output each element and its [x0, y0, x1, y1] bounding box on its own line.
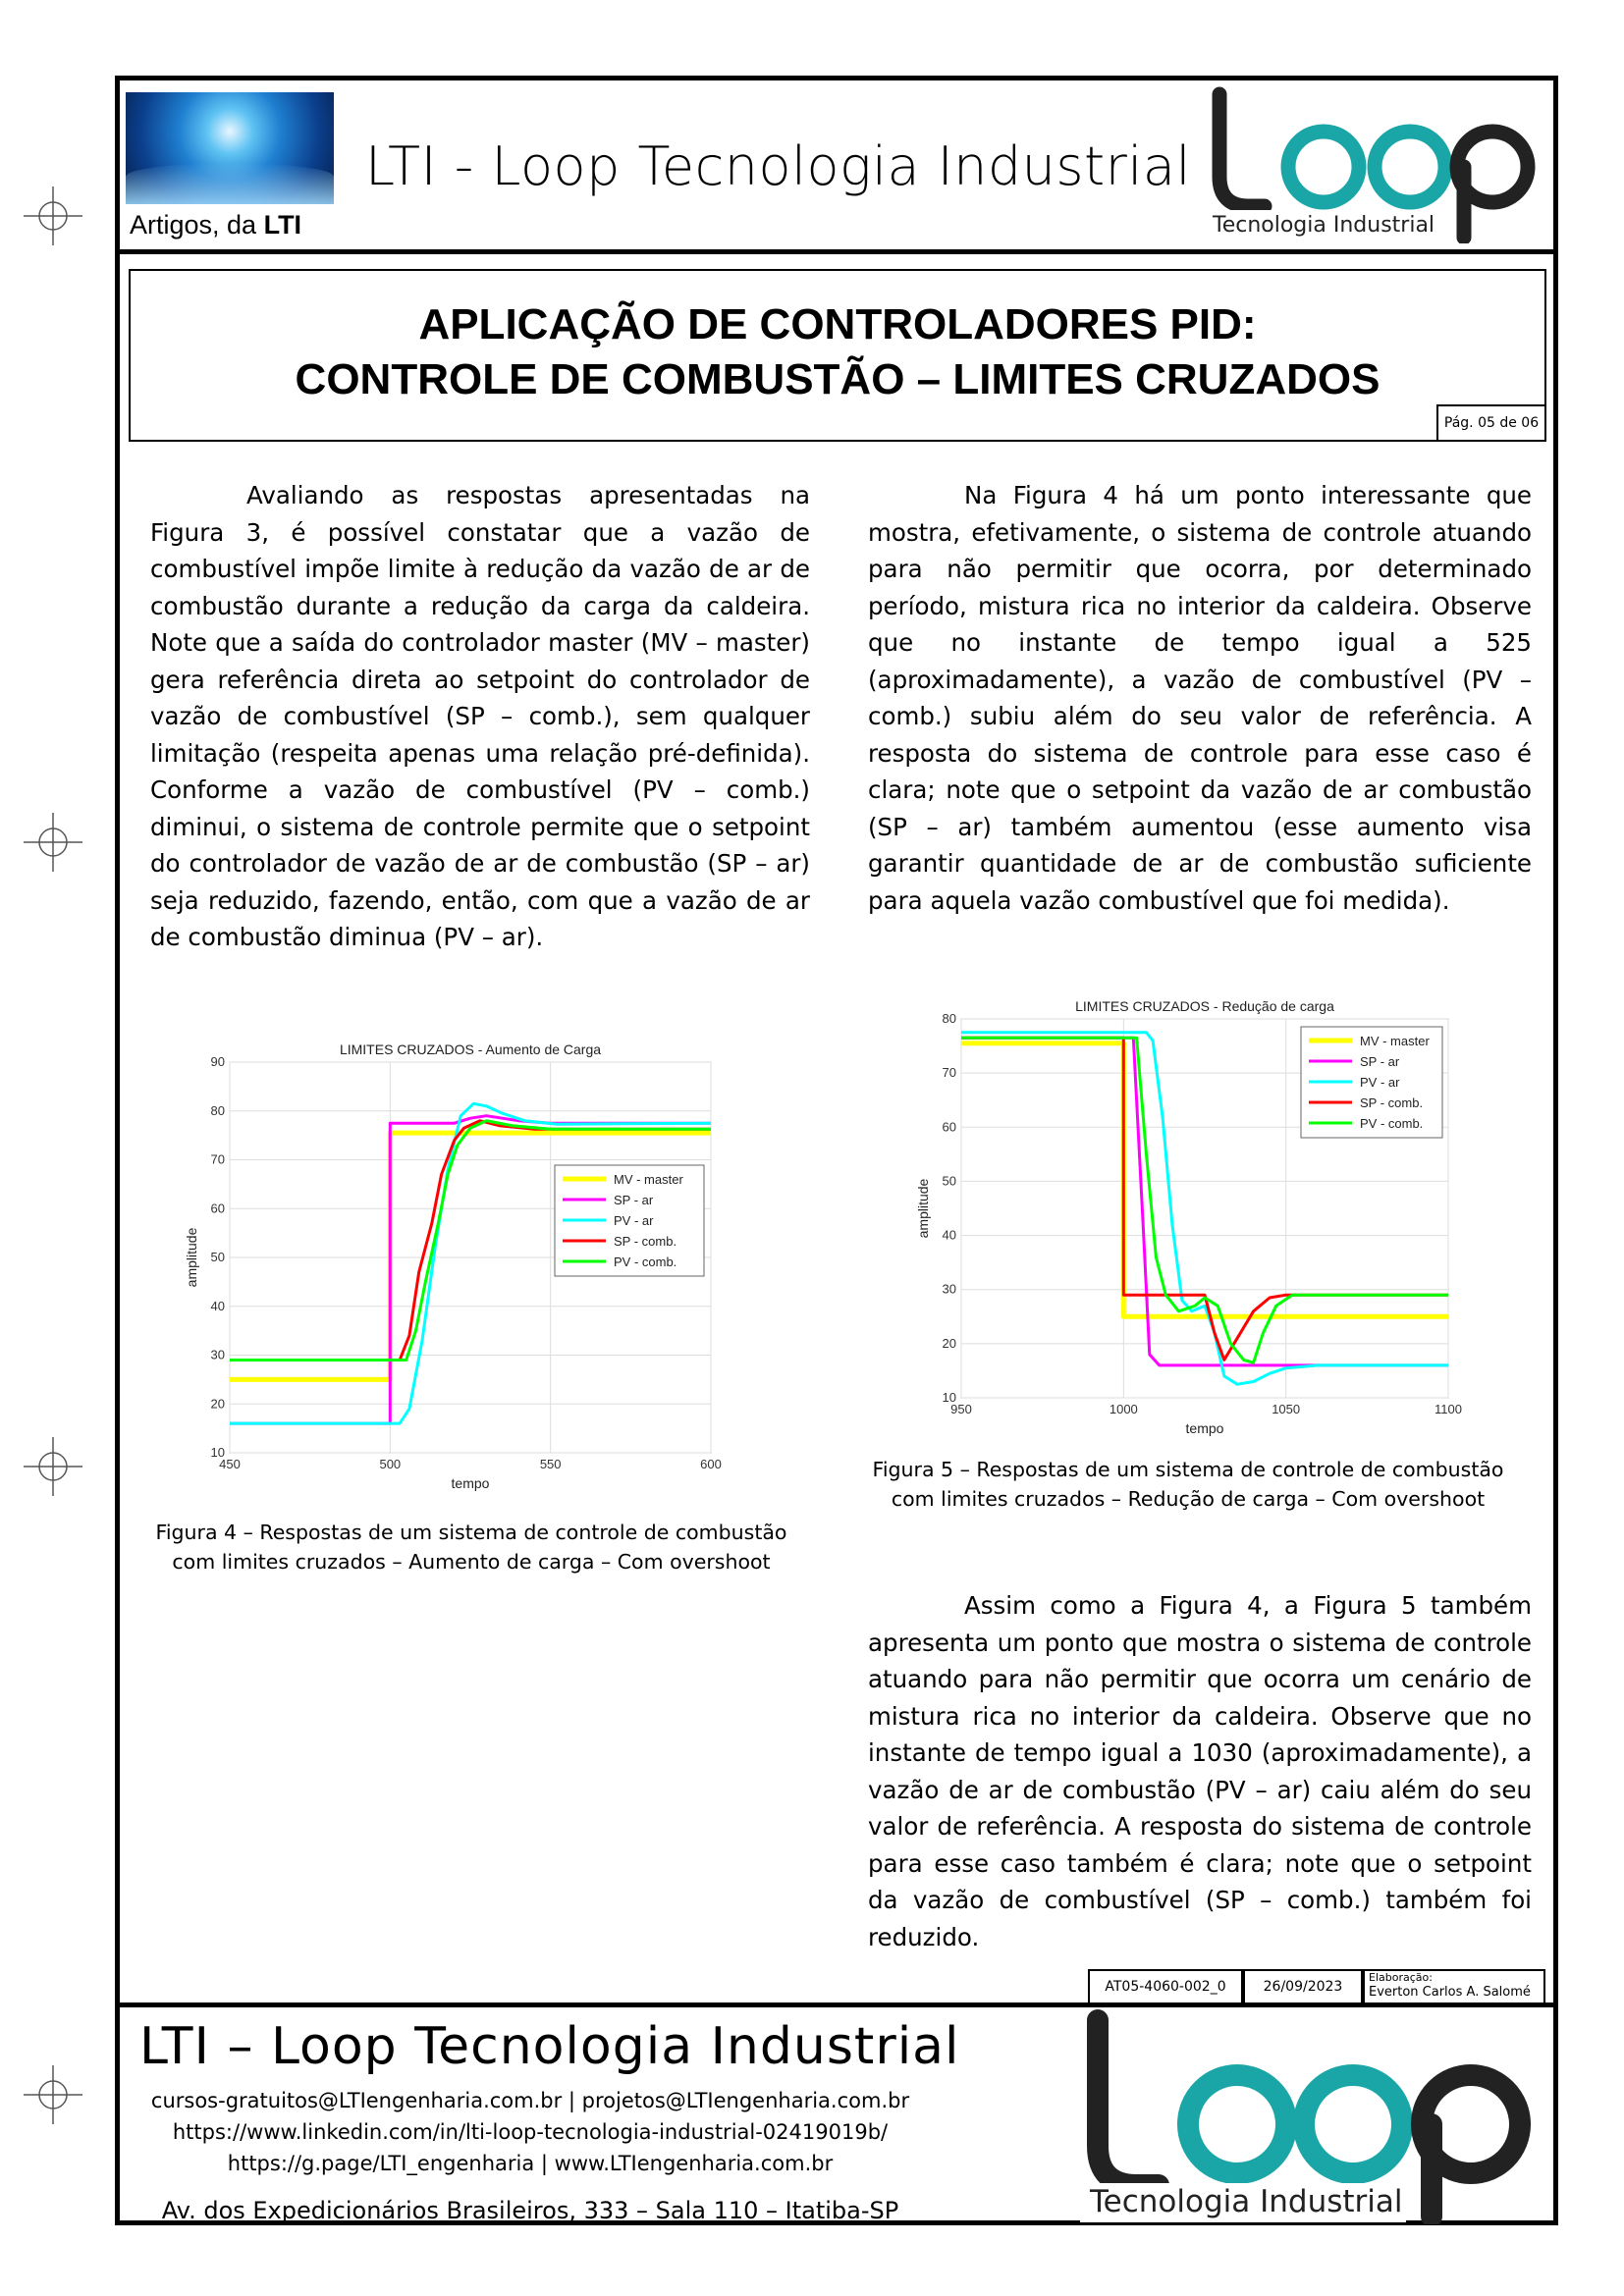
y-tick-label: 50 — [210, 1250, 225, 1264]
y-tick-label: 30 — [210, 1347, 225, 1362]
footer-emails[interactable]: cursos-gratuitos@LTIengenharia.com.br | projetos@LTIengenharia.com.br — [150, 2089, 910, 2112]
y-tick-label: 80 — [210, 1102, 225, 1118]
x-axis-label: tempo — [451, 1475, 490, 1491]
legend-label: PV - ar — [614, 1213, 654, 1228]
y-tick-label: 20 — [942, 1335, 956, 1351]
doc-author-box — [1363, 1969, 1545, 2004]
x-axis-label: tempo — [1185, 1420, 1224, 1436]
figure4-caption — [128, 1518, 815, 1576]
y-tick-label: 10 — [210, 1445, 225, 1460]
right-column-bottom — [868, 1587, 1532, 1955]
header-divider — [115, 249, 1558, 254]
legend-label: SP - ar — [614, 1193, 654, 1207]
chart-title: LIMITES CRUZADOS - Aumento de Carga — [339, 1041, 602, 1057]
x-tick-label: 600 — [700, 1457, 722, 1471]
logo-subtitle: Tecnologia Industrial — [1213, 213, 1435, 238]
y-tick-label: 40 — [210, 1298, 225, 1313]
right-paragraph-2: Assim como a Figura 4, a Figura 5 também apresenta um ponto que mostra o sistema de controle atuando para não permitir que ocorra um cenário de mistura rica no interior da caldeira. Observe que no instante de tempo igual a 1030 (aproximadamente), a vazão de ar de combustão (PV – ar) caiu além do seu valor de referência. A resposta do sistema de controle para esse caso também é clara; note que o setpoint da vazão de combustível (SP – comb.) também foi reduzido. — [868, 1591, 1532, 1951]
y-tick-label: 60 — [210, 1201, 225, 1216]
x-tick-label: 1050 — [1272, 1402, 1301, 1416]
left-paragraph: Avaliando as respostas apresentadas na Figura 3, é possível constatar que a vazão de combustível impõe limite à redução da vazão de ar de combustão durante a redução da carga da caldeira. Note que a saída do controlador master (MV – master) gera referência direta ao setpoint do controlador de vazão de combustível (SP – comb.), sem qualquer limitação (respeita apenas uma relação pré-definida). Conforme a vazão de combustível (PV – comb.) diminui, o sistema de controle permite que o setpoint do controlador de vazão de ar de combustão (SP – ar) seja reduzido, fazendo, então, com que a vazão de ar de combustão diminua (PV – ar). — [150, 481, 810, 951]
y-tick-label: 70 — [210, 1151, 225, 1167]
registration-mark-icon — [22, 2063, 84, 2126]
header-caption: Artigos, da LTI — [130, 210, 302, 240]
legend-label: PV - comb. — [614, 1255, 677, 1269]
figure5-chart — [889, 986, 1478, 1447]
legend-label: SP - comb. — [614, 1234, 677, 1249]
header-title: LTI - Loop Tecnologia Industrial — [365, 135, 1191, 197]
chart-legend — [555, 1165, 704, 1276]
article-title-box — [129, 269, 1546, 442]
loop-logo — [1208, 86, 1542, 243]
article-title-line2: CONTROLE DE COMBUSTÃO – LIMITES CRUZADOS — [295, 355, 1380, 403]
x-tick-label: 500 — [379, 1457, 402, 1471]
y-tick-label: 70 — [942, 1065, 956, 1081]
y-tick-label: 40 — [942, 1227, 956, 1243]
footer-linkedin[interactable]: https://www.linkedin.com/in/lti-loop-tecnologia-industrial-02419019b/ — [172, 2120, 889, 2144]
x-tick-label: 1100 — [1435, 1402, 1462, 1416]
figure4-caption-line1: Figura 4 – Respostas de um sistema de controle de combustão — [155, 1521, 787, 1544]
figure5-caption-line2: com limites cruzados – Redução de carga – Com overshoot — [891, 1487, 1486, 1511]
right-column-top — [868, 477, 1532, 919]
loop-logo-footer — [1080, 2008, 1542, 2224]
legend-label: SP - ar — [1360, 1054, 1400, 1069]
x-tick-label: 450 — [219, 1457, 241, 1471]
chart-title: LIMITES CRUZADOS - Redução de carga — [1075, 998, 1334, 1014]
figure4-caption-line2: com limites cruzados – Aumento de carga – Com overshoot — [172, 1550, 771, 1574]
footer-logo-subtitle: Tecnologia Industrial — [1090, 2184, 1403, 2219]
right-paragraph-1: Na Figura 4 há um ponto interessante que mostra, efetivamente, o sistema de controle atuando para não permitir que ocorra, por determinado período, mistura rica no interior da caldeira. Observe que no instante de tempo igual a 525 (aproximadamente), a vazão de combustível (PV – comb.) subiu além do seu valor de referência. A resposta do sistema de controle para esse caso é clara; note que o setpoint da vazão de ar combustão (SP – ar) também aumentou (esse aumento visa garantir quantidade de ar de combustão suficiente para aquela vazão combustível que foi medida). — [868, 481, 1532, 915]
legend-label: MV - master — [1360, 1034, 1430, 1048]
y-tick-label: 20 — [210, 1396, 225, 1412]
footer-address: Av. dos Expedicionários Brasileiros, 333 – Sala 110 – Itatiba-SP — [161, 2197, 899, 2224]
footer-links[interactable]: https://g.page/LTI_engenharia | www.LTIengenharia.com.br — [227, 2152, 834, 2175]
x-tick-label: 550 — [539, 1457, 562, 1471]
author-name: Everton Carlos A. Salomé — [1369, 1985, 1531, 2000]
chart-legend — [1301, 1027, 1442, 1138]
y-tick-label: 90 — [210, 1054, 225, 1069]
y-tick-label: 60 — [942, 1119, 956, 1135]
registration-mark-icon — [22, 1435, 84, 1498]
y-axis-label: amplitude — [184, 1227, 199, 1288]
legend-label: PV - comb. — [1360, 1116, 1424, 1131]
x-tick-label: 950 — [950, 1402, 972, 1416]
x-tick-label: 1000 — [1109, 1402, 1138, 1416]
figure5-caption — [844, 1455, 1532, 1514]
legend-label: PV - ar — [1360, 1075, 1400, 1090]
legend-label: SP - comb. — [1360, 1095, 1424, 1110]
header-globe-image — [126, 92, 334, 204]
y-axis-label: amplitude — [915, 1178, 931, 1239]
figure5-caption-line1: Figura 5 – Respostas de um sistema de controle de combustão — [872, 1458, 1504, 1481]
registration-mark-icon — [22, 811, 84, 874]
y-tick-label: 50 — [942, 1173, 956, 1189]
article-title-line1: APLICAÇÃO DE CONTROLADORES PID: — [418, 300, 1257, 348]
y-tick-label: 30 — [942, 1281, 956, 1297]
footer-title: LTI – Loop Tecnologia Industrial — [139, 2017, 960, 2076]
doc-date: 26/09/2023 — [1243, 1969, 1363, 2004]
page-number: Pág. 05 de 06 — [1436, 404, 1546, 442]
registration-mark-icon — [22, 185, 84, 247]
doc-code: AT05-4060-002_0 — [1088, 1969, 1243, 2004]
y-tick-label: 80 — [942, 1011, 956, 1026]
author-label: Elaboração: — [1369, 1971, 1433, 1984]
y-tick-label: 10 — [942, 1390, 956, 1405]
legend-label: MV - master — [614, 1172, 683, 1187]
figure4-chart — [167, 1033, 727, 1494]
left-column — [150, 477, 810, 956]
